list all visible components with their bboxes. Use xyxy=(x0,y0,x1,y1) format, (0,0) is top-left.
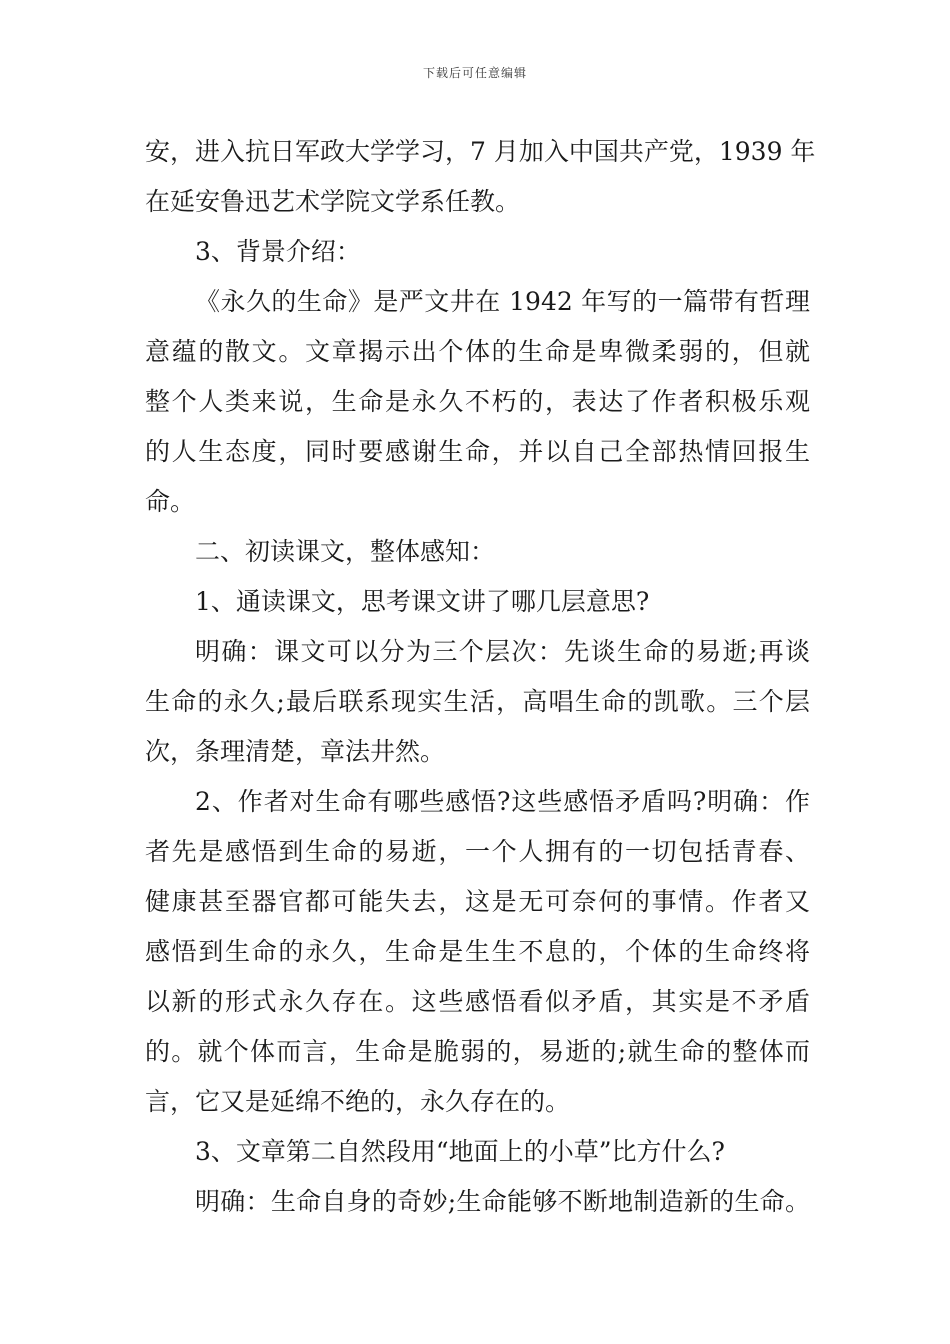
text-line: 者先是感悟到生命的易逝，一个人拥有的一切包括青春、 xyxy=(145,837,810,866)
text-line: 生命的永久;最后联系现实生活，高唱生命的凯歌。三个层 xyxy=(145,687,810,716)
text-line: 次，条理清楚，章法井然。 xyxy=(145,737,446,766)
text-line: 以新的形式永久存在。这些感悟看似矛盾，其实是不矛盾 xyxy=(145,987,810,1016)
question-line: 2、作者对生命有哪些感悟?这些感悟矛盾吗?明确：作 xyxy=(195,787,810,816)
text-line: 感悟到生命的永久，生命是生生不息的，个体的生命终将 xyxy=(145,937,810,966)
text-line: 《永久的生命》是严文井在 1942 年写的一篇带有哲理 xyxy=(195,287,810,316)
text-line: 命。 xyxy=(145,487,196,516)
document-body xyxy=(145,127,816,1227)
question-line: 1、通读课文，思考课文讲了哪几层意思? xyxy=(195,587,650,616)
text-line: 健康甚至器官都可能失去，这是无可奈何的事情。作者又 xyxy=(145,887,810,916)
text-line: 安，进入抗日军政大学学习，7 月加入中国共产党，1939 年 xyxy=(145,137,816,166)
text-line: 言，它又是延绵不绝的，永久存在的。 xyxy=(145,1087,571,1116)
text-line: 在延安鲁迅艺术学院文学系任教。 xyxy=(145,187,521,216)
text-line: 意蕴的散文。文章揭示出个体的生命是卑微柔弱的，但就 xyxy=(145,337,810,366)
question-line: 3、文章第二自然段用“地面上的小草”比方什么? xyxy=(195,1137,725,1166)
section-heading: 3、背景介绍： xyxy=(195,237,361,266)
text-line: 明确：生命自身的奇妙;生命能够不断地制造新的生命。 xyxy=(195,1187,810,1216)
text-line: 整个人类来说，生命是永久不朽的，表达了作者积极乐观 xyxy=(145,387,810,416)
text-line: 的。就个体而言，生命是脆弱的，易逝的;就生命的整体而 xyxy=(145,1037,810,1066)
text-line: 明确：课文可以分为三个层次：先谈生命的易逝;再谈 xyxy=(195,637,810,666)
section-heading: 二、初读课文，整体感知： xyxy=(195,537,496,566)
page-header-note: 下载后可任意编辑 xyxy=(422,66,527,80)
text-line: 的人生态度，同时要感谢生命，并以自己全部热情回报生 xyxy=(145,437,810,466)
